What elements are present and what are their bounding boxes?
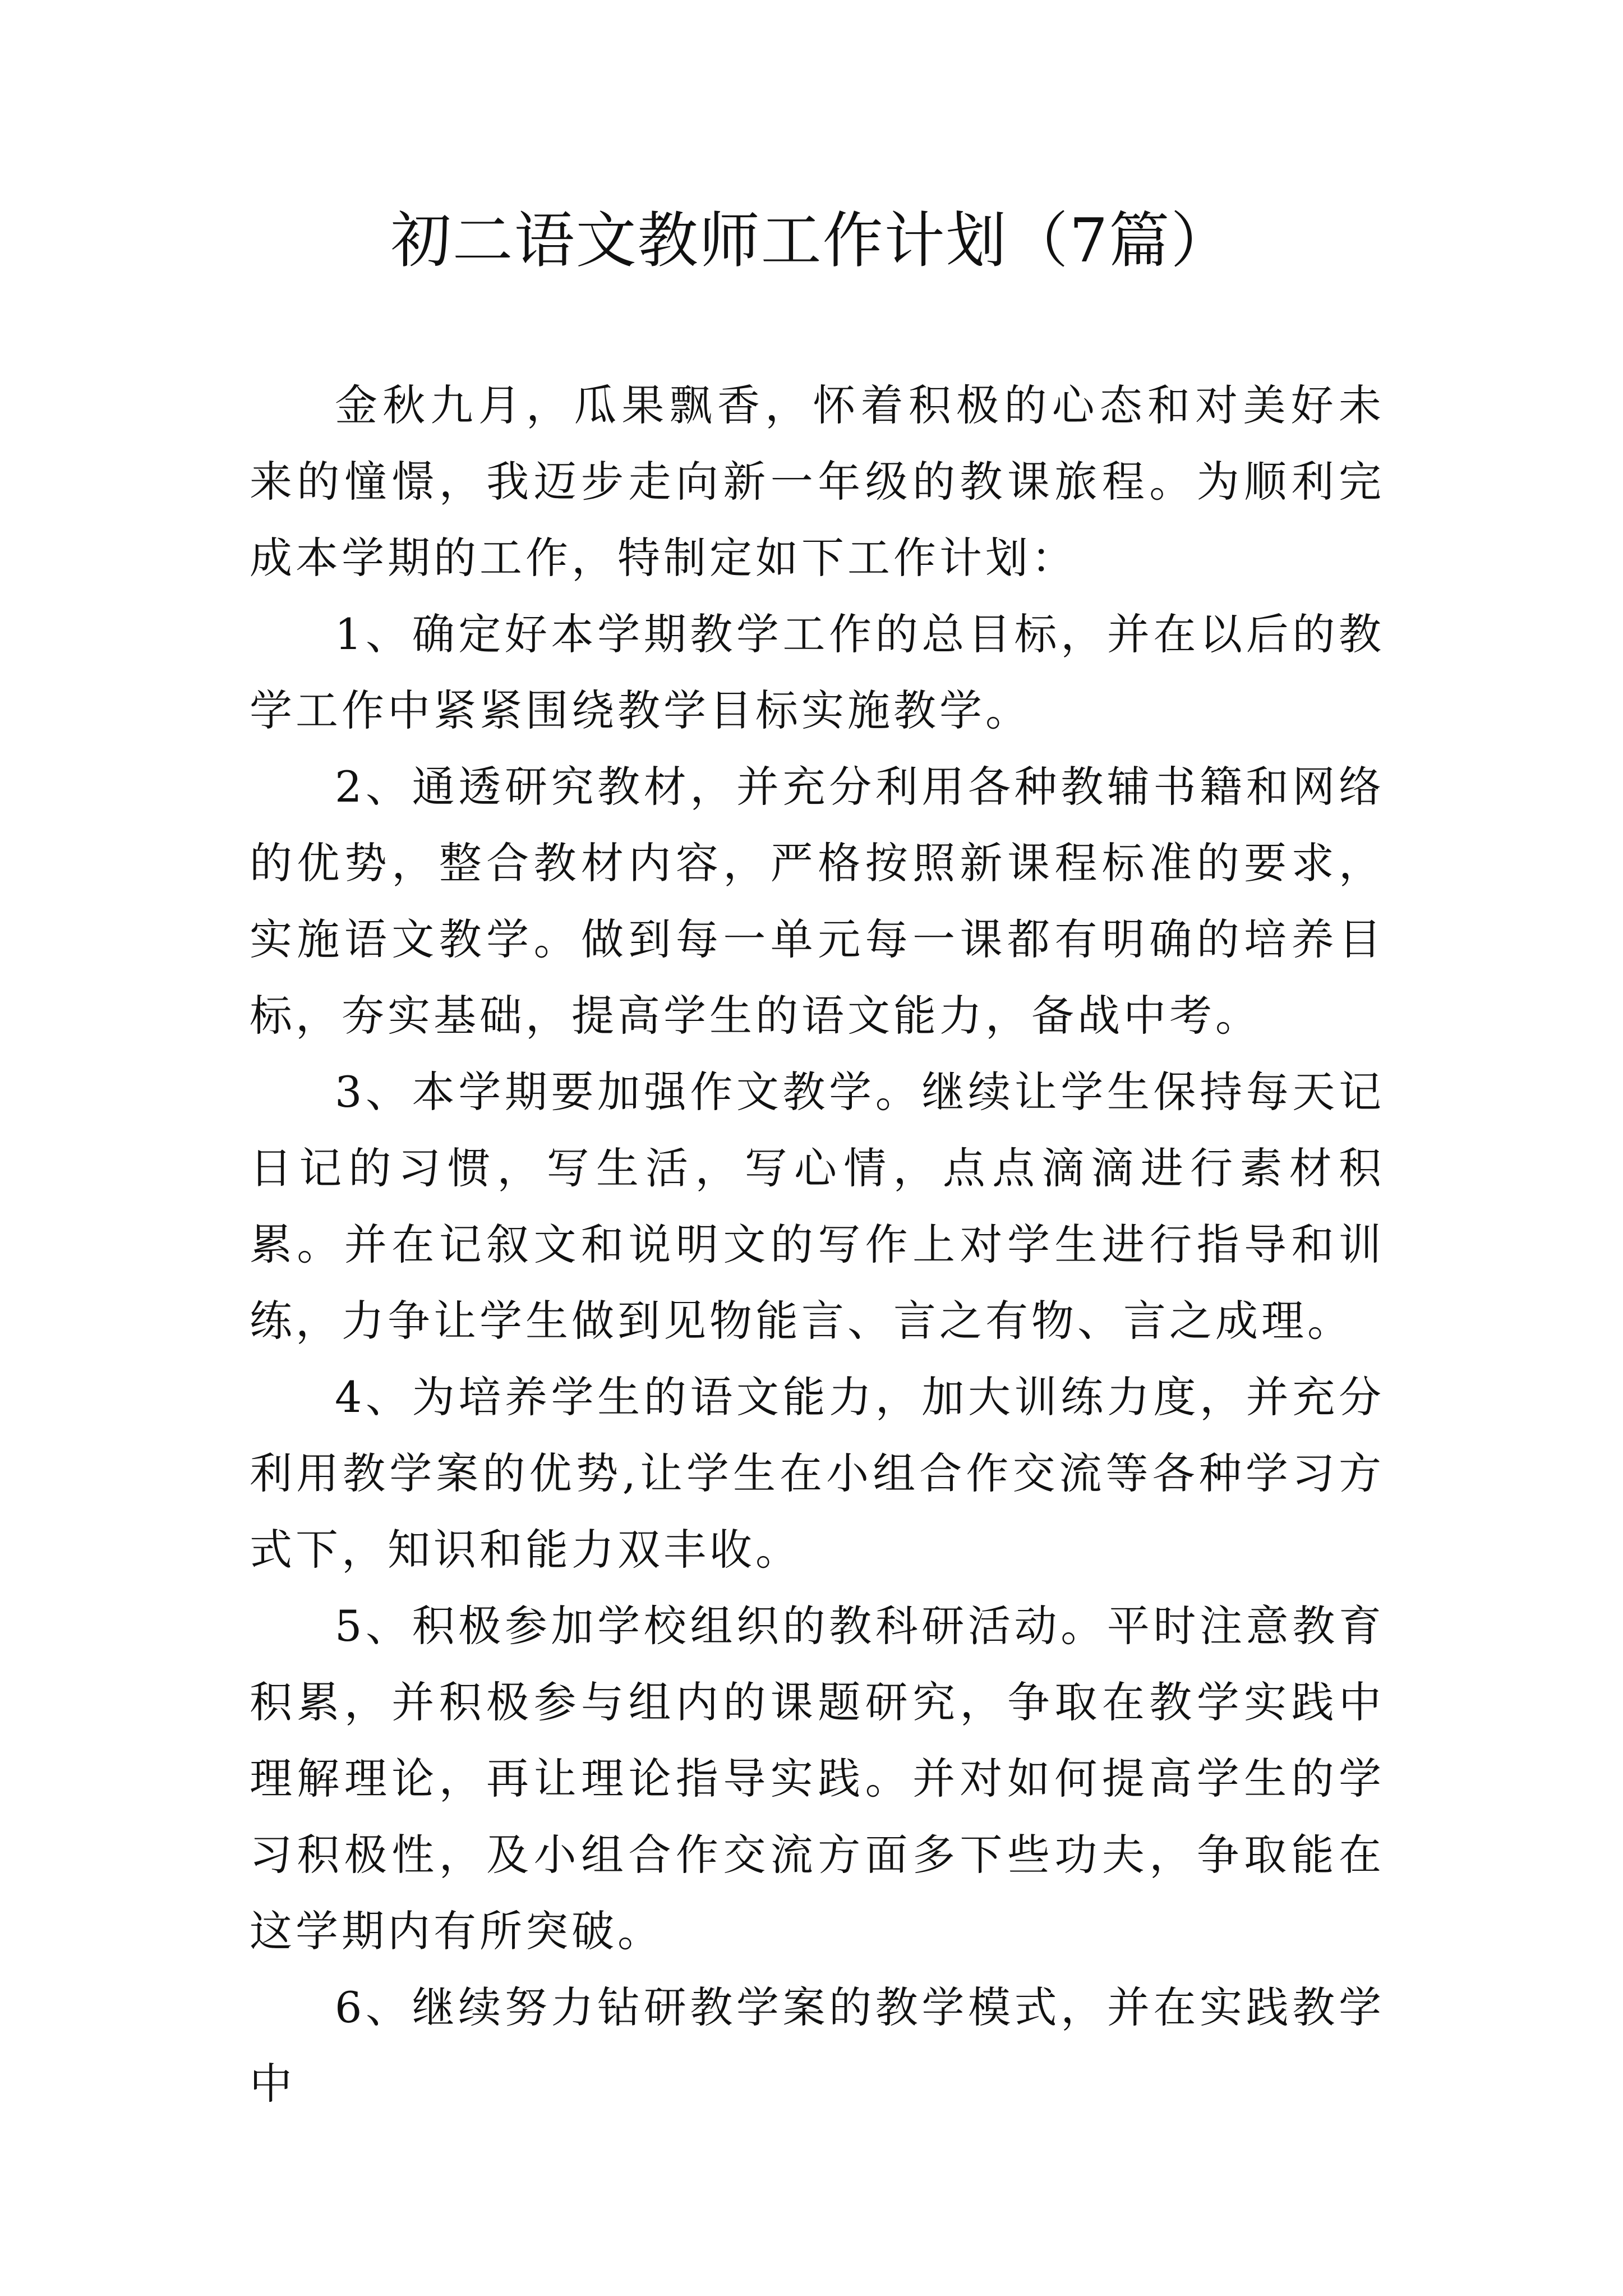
paragraph-item-6: 6、继续努力钻研教学案的教学模式，并在实践教学中 <box>250 1982 1385 2109</box>
document-body <box>250 367 1385 2122</box>
paragraph-item-1: 1、确定好本学期教学工作的总目标，并在以后的教学工作中紧紧围绕教学目标实施教学。 <box>250 609 1385 735</box>
document-title: 初二语文教师工作计划（7篇） <box>390 206 1233 276</box>
paragraph-item-2: 2、通透研究教材，并充分利用各种教辅书籍和网络的优势，整合教材内容，严格按照新课程标准的要求，实施语文教学。做到每一单元每一课都有明确的培养目标，夯实基础，提高学生的语文能力，备战中考。 <box>250 762 1385 1041</box>
paragraph-item-3: 3、本学期要加强作文教学。继续让学生保持每天记日记的习惯，写生活，写心情，点点滴滴进行素材积累。并在记叙文和说明文的写作上对学生进行指导和训练，力争让学生做到见物能言、言之有物、言之成理。 <box>250 1067 1385 1346</box>
paragraph-intro: 金秋九月，瓜果飘香，怀着积极的心态和对美好未来的憧憬，我迈步走向新一年级的教课旅程。为顺利完成本学期的工作，特制定如下工作计划： <box>250 380 1385 583</box>
paragraph-item-5: 5、积极参加学校组织的教科研活动。平时注意教育积累，并积极参与组内的课题研究，争取在教学实践中理解理论，再让理论指导实践。并对如何提高学生的学习积极性，及小组合作交流方面多下些功夫，争取能在这学期内有所突破。 <box>250 1601 1385 1956</box>
paragraph-item-4: 4、为培养学生的语文能力，加大训练力度，并充分利用教学案的优势,让学生在小组合作交流等各种学习方式下，知识和能力双丰收。 <box>250 1372 1385 1575</box>
